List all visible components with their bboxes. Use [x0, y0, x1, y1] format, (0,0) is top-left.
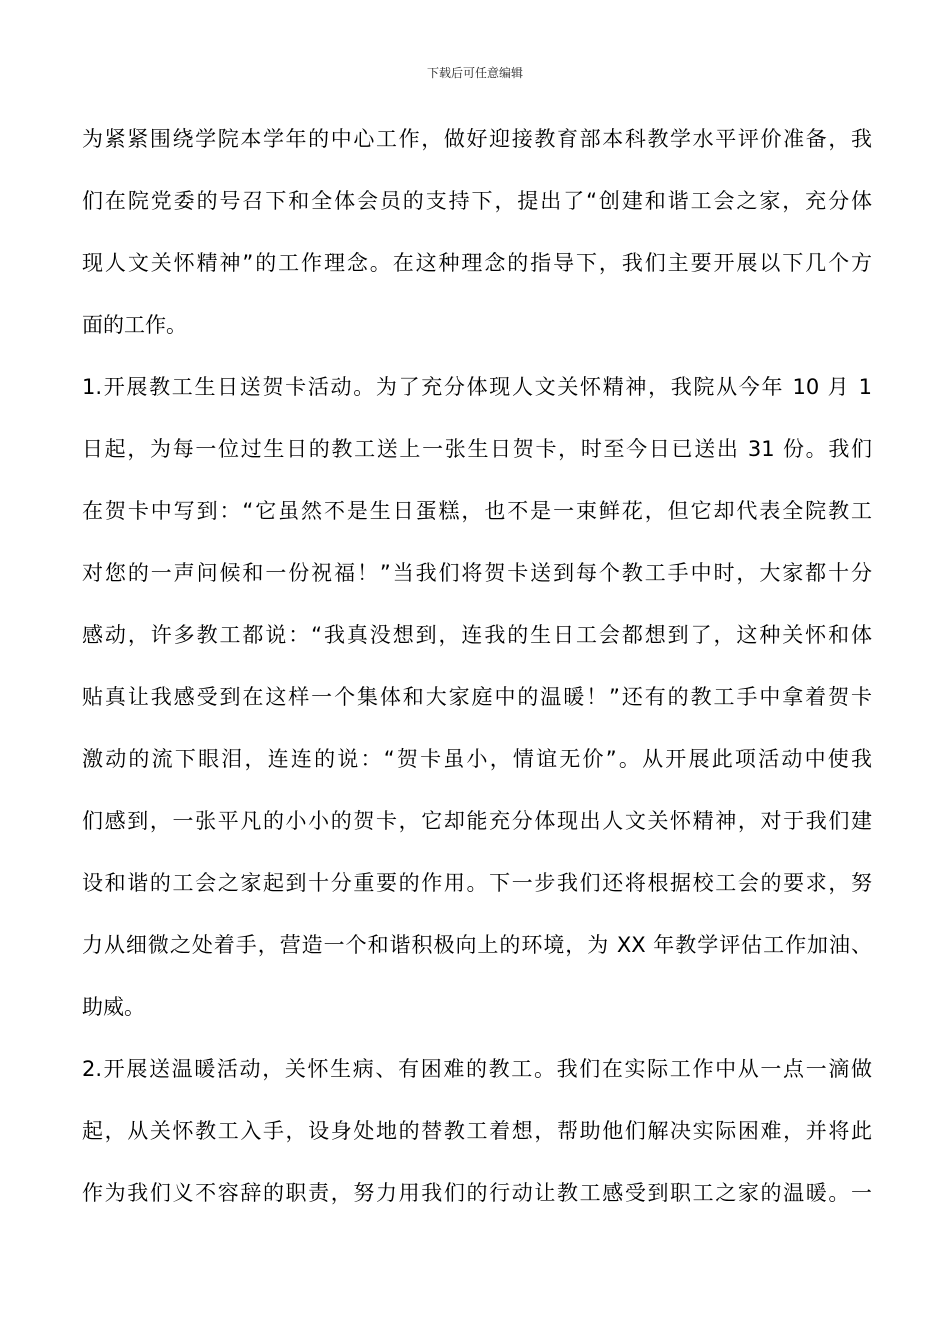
text-line: 助威。	[82, 995, 145, 1019]
text-line: 面的工作。	[82, 313, 187, 337]
text-line: 们感到，一张平凡的小小的贺卡，它却能充分体现出人文关怀精神，对于我们建	[82, 809, 872, 833]
text-line: 力从细微之处着手，营造一个和谐积极向上的环境，为 XX 年教学评估工作加油、	[82, 933, 872, 957]
text-line: 感动，许多教工都说：“我真没想到，连我的生日工会都想到了，这种关怀和体	[82, 623, 872, 647]
text-line: 在贺卡中写到：“它虽然不是生日蛋糕，也不是一束鲜花，但它却代表全院教工	[82, 499, 872, 523]
page-header: 下载后可任意编辑	[426, 66, 523, 80]
text-line: 2.开展送温暖活动，关怀生病、有困难的教工。我们在实际工作中从一点一滴做	[82, 1057, 872, 1081]
text-line: 设和谐的工会之家起到十分重要的作用。下一步我们还将根据校工会的要求，努	[82, 871, 872, 895]
text-line: 起，从关怀教工入手，设身处地的替教工着想，帮助他们解决实际困难，并将此	[82, 1119, 872, 1143]
text-line: 作为我们义不容辞的职责，努力用我们的行动让教工感受到职工之家的温暖。一	[82, 1181, 872, 1205]
document-body	[82, 108, 872, 1224]
text-line: 现人文关怀精神”的工作理念。在这种理念的指导下，我们主要开展以下几个方	[82, 251, 872, 275]
text-line: 对您的一声问候和一份祝福！”当我们将贺卡送到每个教工手中时，大家都十分	[82, 561, 872, 585]
text-line: 日起，为每一位过生日的教工送上一张生日贺卡，时至今日已送出 31 份。我们	[82, 437, 872, 461]
text-line: 贴真让我感受到在这样一个集体和大家庭中的温暖！”还有的教工手中拿着贺卡	[82, 685, 872, 709]
text-line: 1.开展教工生日送贺卡活动。为了充分体现人文关怀精神，我院从今年 10 月 1	[82, 375, 872, 399]
text-line: 激动的流下眼泪，连连的说：“贺卡虽小，情谊无价”。从开展此项活动中使我	[82, 747, 872, 771]
text-line: 们在院党委的号召下和全体会员的支持下，提出了“创建和谐工会之家，充分体	[82, 189, 872, 213]
text-line: 为紧紧围绕学院本学年的中心工作，做好迎接教育部本科教学水平评价准备，我	[82, 127, 872, 151]
